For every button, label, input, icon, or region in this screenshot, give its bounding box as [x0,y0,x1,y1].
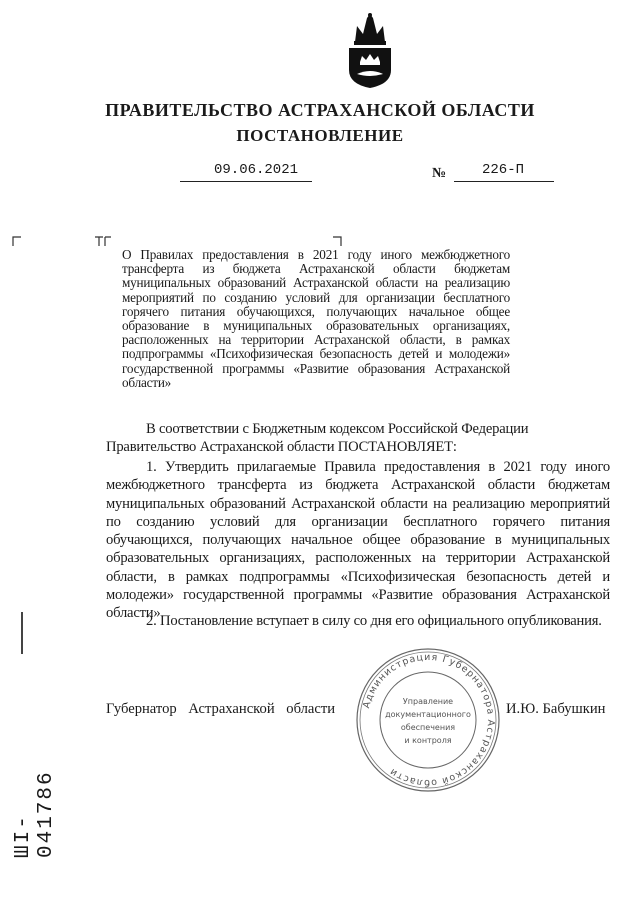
document-subject: О Правилах предоставления в 2021 году иного межбюджетного трансферта из бюджета Астраханской области бюджетам муниципальных образований Астраханской области на реализацию мероприятий по созданию условий для организации бесплатного горячего питания обучающихся, получающих начальное общее образование в муниципальных образовательных организациях, расположенных на территории Астраханской области, в рамках подпрограммы «Психофизическая безопасность детей и молодежи» государственной программы «Развитие образования Астраханской области» [122,247,510,390]
signer-name: И.Ю. Бабушкин [506,701,606,717]
official-stamp [354,646,502,794]
signer-title: Губернатор Астраханской области [106,701,336,717]
preamble [106,420,610,457]
document-date: 09.06.2021 [213,162,298,178]
resolution-item-1: 1. Утвердить прилагаемые Правила предоставления в 2021 году иного межбюджетного трансферта из бюджета Астраханской области бюджетам муниципальных образований Астраханской области на реализацию мероприятий по созданию условий для организации бесплатного горячего питания обучающихся, получающих начальное общее образование в муниципальных образовательных организациях, расположенных на территории Астраханской области, в рамках подпрограммы «Психофизическая безопасность детей и молодежи» государственной программы «Развитие образования Астраханской области». [106,459,610,622]
stamp-inner-line-2: документационного [385,710,471,719]
corner-bracket-left [12,236,22,246]
serial-number: ШI-041786 [12,770,58,858]
date-underline [180,181,312,182]
number-sign: № [432,166,447,181]
coat-of-arms-icon [343,12,397,90]
preamble-line-2: Правительство Астраханской области ПОСТАНОВЛЯЕТ: [106,439,457,456]
stamp-outer-text: Администрация Губернатора Астраханской области [361,651,497,789]
corner-bracket-subject-right [332,236,342,246]
document-number: 226-П [481,162,524,178]
document-type: ПОСТАНОВЛЕНИЕ [236,126,404,145]
corner-bracket-subject-left [94,236,112,246]
stamp-inner-line-1: Управление [402,697,454,706]
margin-mark [21,612,23,654]
stamp-inner-line-3: обеспечения [400,723,456,732]
government-name: ПРАВИТЕЛЬСТВО АСТРАХАНСКОЙ ОБЛАСТИ [105,100,535,120]
preamble-line-1: В соответствии с Бюджетным кодексом Российской Федерации [146,421,529,437]
stamp-inner-line-4: и контроля [404,736,452,745]
resolution-item-2: 2. Постановление вступает в силу со дня его официального опубликования. [146,613,602,629]
number-underline [454,181,554,182]
